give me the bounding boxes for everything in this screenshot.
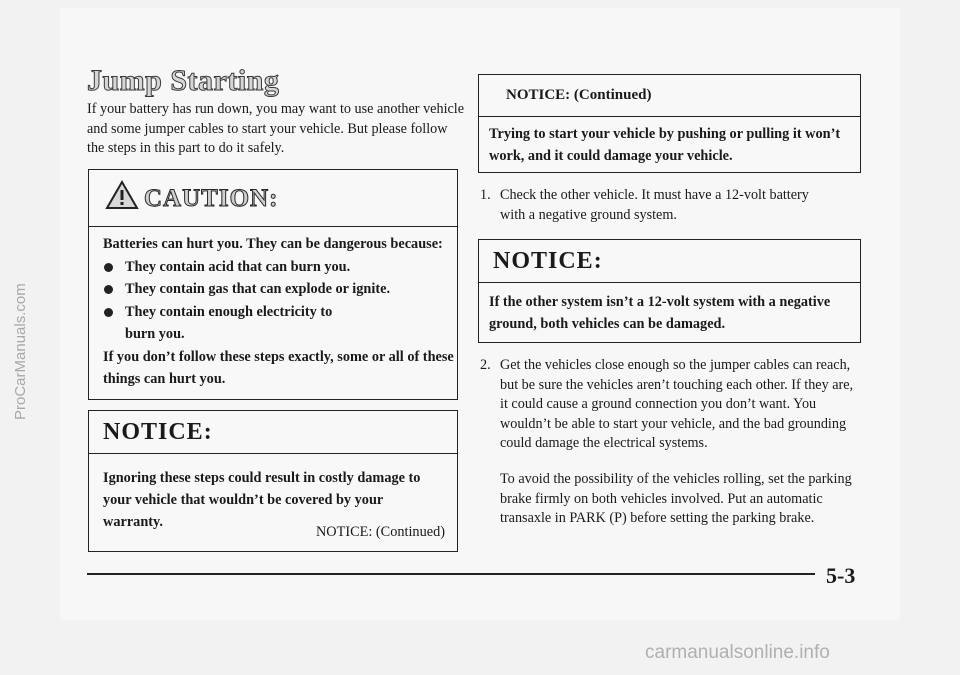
step-2 — [478, 356, 858, 454]
caution-item: They contain gas that can explode or ignite. — [103, 278, 457, 301]
caution-header — [89, 170, 457, 227]
notice-box-continued — [478, 74, 861, 173]
step-text: Check the other vehicle. It must have a 12-volt battery with a negative ground system. — [500, 187, 809, 223]
notice-continued-title: NOTICE: (Continued) — [506, 87, 652, 103]
watermark-text: ProCarManuals.com — [12, 283, 29, 420]
caution-closing: If you don’t follow these steps exactly, some or all of these things can hurt you. — [103, 348, 454, 387]
intro-paragraph: If your battery has run down, you may want to use another vehicle and some jumper cables to start your vehicle. But please follow the steps in this part to do it safely. — [87, 101, 465, 156]
notice-title: NOTICE: — [493, 248, 603, 274]
step-number: 1. — [480, 187, 491, 203]
step-2-paragraph: To avoid the possibility of the vehicles rolling, set the parking brake firmly on both vehicles involved. Put an automatic transaxle in PARK (P) before setting the parking brake. — [500, 471, 852, 526]
caution-lead: Batteries can hurt you. They can be dangerous because: — [103, 236, 443, 252]
notice-body: Ignoring these steps could result in costly damage to your vehicle that wouldn’t be covered by your warranty. — [103, 470, 421, 530]
notice-box-warranty — [88, 410, 458, 552]
step-number: 2. — [480, 357, 491, 373]
step-text: Get the vehicles close enough so the jumper cables can reach, but be sure the vehicles aren’t touching each other. If they are, it could cause a ground connection you don’t want. You wouldn’t be able to start your vehicle, and the bad grounding could damage the electrical systems. — [500, 357, 854, 451]
caution-body — [89, 227, 457, 391]
caution-item: They contain acid that can burn you. — [103, 256, 457, 279]
notice-continued-header — [479, 75, 860, 117]
warning-triangle-icon — [105, 180, 139, 215]
step-1 — [478, 186, 858, 225]
notice-header — [479, 240, 860, 283]
caution-title: CAUTION: — [144, 185, 279, 212]
page-number: 5-3 — [826, 563, 856, 588]
footer-rule — [87, 573, 815, 575]
page-heading: Jump Starting — [87, 64, 280, 97]
caution-box — [88, 169, 458, 400]
notice-continued-label: NOTICE: (Continued) — [315, 524, 445, 540]
caution-item: They contain enough electricity to burn you. — [103, 301, 365, 346]
notice-continued-body: Trying to start your vehicle by pushing or pulling it won’t work, and it could damage your vehicle. — [489, 126, 841, 164]
notice-header — [89, 411, 457, 454]
notice-title: NOTICE: — [103, 419, 213, 445]
notice-body: If the other system isn’t a 12-volt system with a negative ground, both vehicles can be damaged. — [489, 294, 831, 332]
site-watermark: carmanualsonline.info — [645, 642, 830, 663]
notice-box-12-volt — [478, 239, 861, 343]
caution-list — [103, 256, 457, 346]
